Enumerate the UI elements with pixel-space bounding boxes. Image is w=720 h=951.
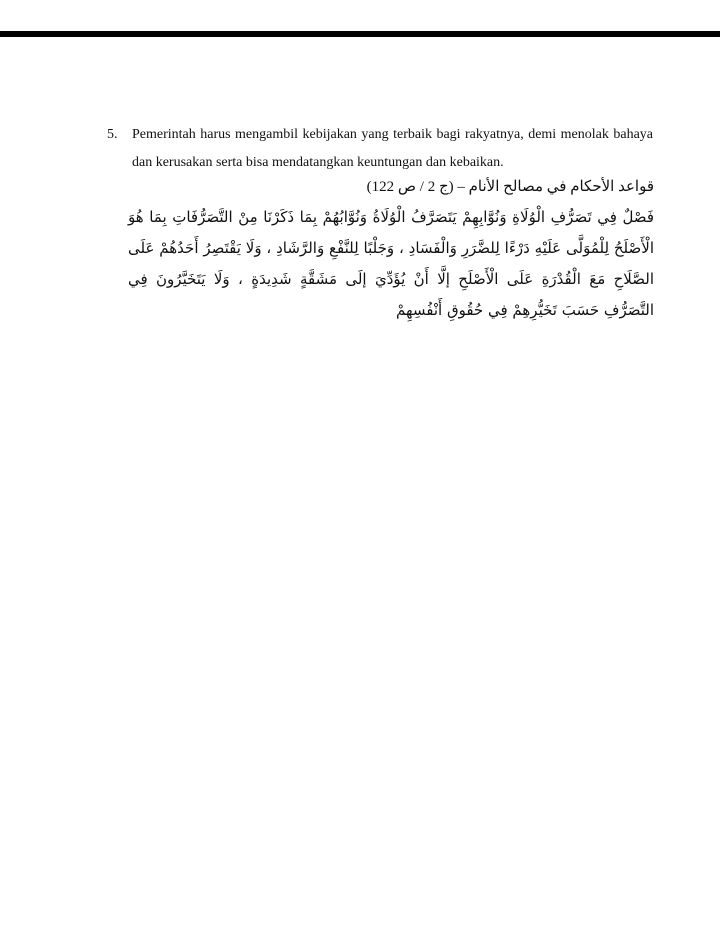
list-item-number: 5. (107, 127, 118, 142)
list-item-text: Pemerintah harus mengambil kebijakan yang terbaik bagi rakyatnya, demi menolak bahaya dan kerusakan serta bisa mendatangkan keuntungan dan kebaikan. (132, 127, 653, 170)
arabic-quote-text: فَصْلٌ فِي تَصَرُّفِ الْوُلَاةِ وَنُوَّابِهِمْ يَتَصَرَّفُ الْوُلَاةُ وَنُوَّابُهُمْ بِمَا ذَكَرْنَا مِنْ التَّصَرُّفَاتِ بِمَا هُوَ الْأَصْلَحُ لِلْمُوَلَّى عَلَيْهِ دَرْءًا لِلضَّرَرِ وَالْفَسَادِ ، وَجَلْبًا لِلنَّفْعِ وَالرَّشَادِ ، وَلَا يَقْتَصِرُ أَحَدُهُمْ عَلَى الصَّلَاحِ مَعَ الْقُدْرَةِ عَلَى الْأَصْلَحِ إلَّا أَنْ يُؤَدِّيَ إلَى مَشَقَّةٍ شَدِيدَةٍ ، وَلَا يَتَخَيَّرُونَ فِي التَّصَرُّفِ حَسَبَ تَخَيُّرِهِمْ فِي حُقُوقِ أَنْفُسِهِمْ (128, 208, 654, 319)
arabic-source-heading: قواعد الأحكام في مصالح الأنام – (ج 2 / ص 122) (366, 179, 654, 195)
list-item (107, 121, 653, 177)
arabic-quotation (128, 174, 654, 326)
page-header-rule (0, 31, 720, 37)
